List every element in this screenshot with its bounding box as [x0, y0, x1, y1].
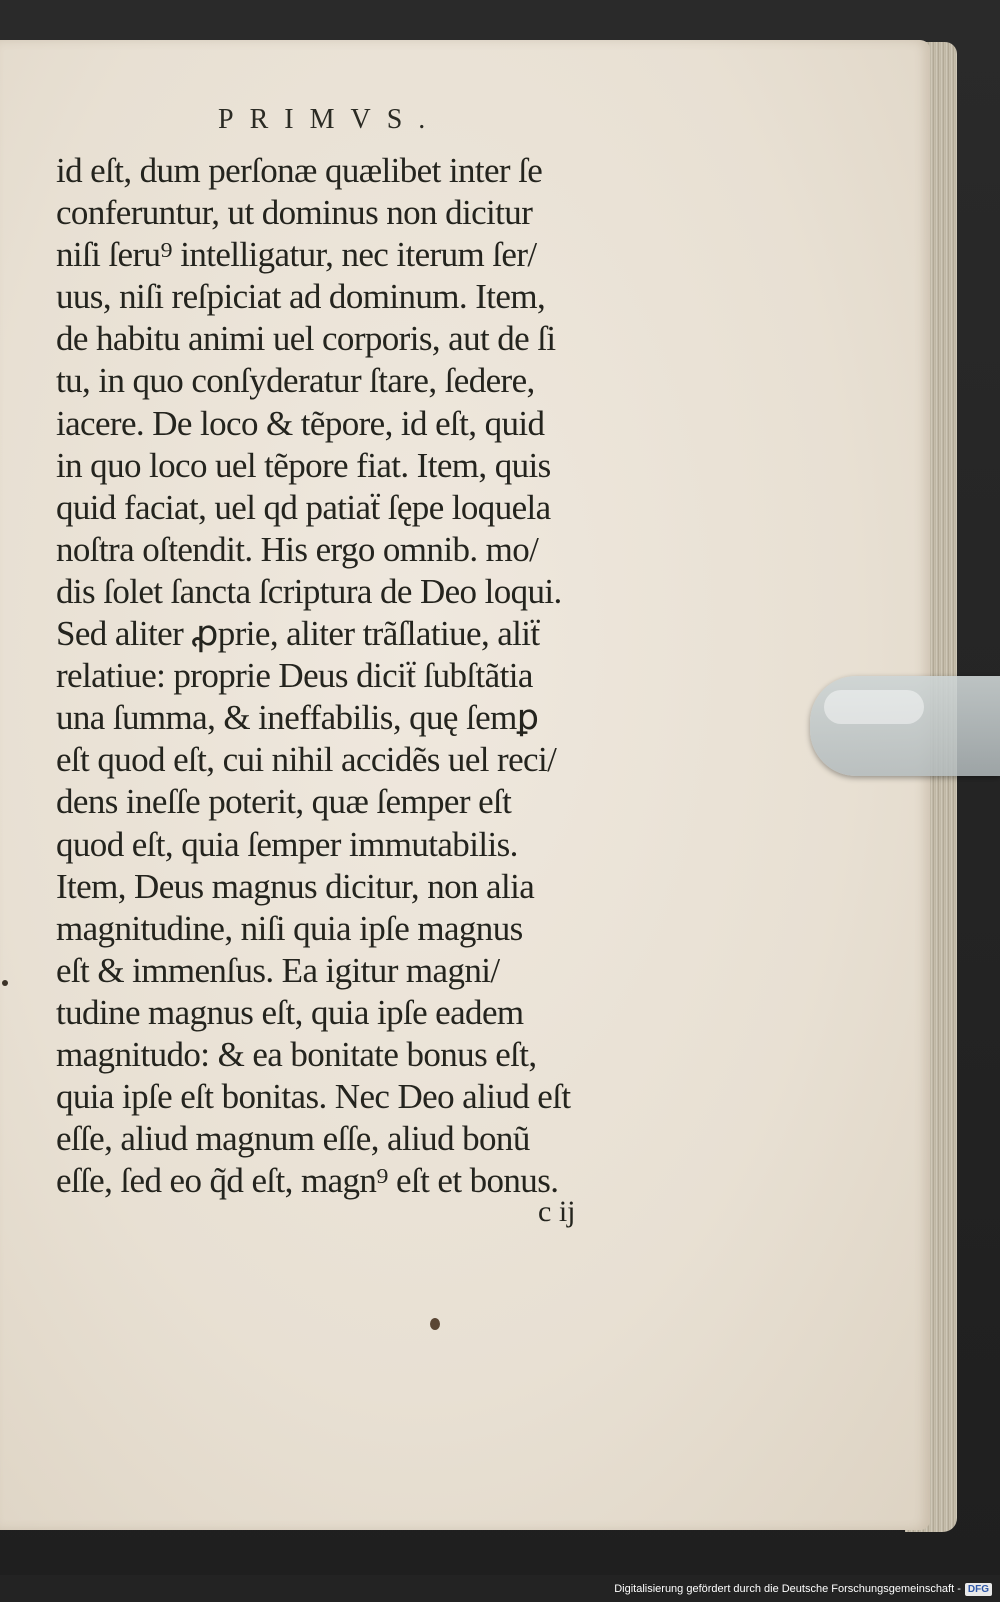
body-text	[56, 150, 676, 1202]
text-line-24: eſſe, aliud magnum eſſe, aliud bonũ	[56, 1119, 530, 1159]
text-line-19: magnitudine, niſi quia ipſe magnus	[56, 908, 523, 948]
text-line-10: noſtra oſtendit. His ergo omnib. mo/	[56, 529, 539, 569]
text-line-7: iacere. De loco & tẽpore, id eſt, quid	[56, 403, 545, 443]
text-line-21: tudine magnus eſt, quia ipſe eadem	[56, 992, 524, 1032]
text-line-15: eſt quod eſt, cui nihil accidẽs uel reci/	[56, 740, 557, 780]
text-line-12: Sed aliter ꝓprie, aliter trãſlatiue, aliẗ	[56, 614, 540, 654]
footer-credit-text: Digitalisierung gefördert durch die Deutsche Forschungsgemeinschaft -	[614, 1583, 961, 1595]
signature-mark: c ij	[538, 1195, 576, 1228]
text-line-1: id eſt, dum perſonæ quælibet inter ſe	[56, 151, 543, 190]
text-line-9: quid faciat, uel qd patiaẗ ſępe loquela	[56, 487, 551, 527]
text-line-8: in quo loco uel tẽpore fiat. Item, quis	[56, 445, 551, 485]
text-line-3: niſi ſeru⁹ intelligatur, nec iterum ſer/	[56, 235, 537, 275]
ink-dot	[2, 980, 8, 986]
text-line-16: dens ineſſe poterit, quæ ſemper eſt	[56, 782, 512, 822]
ink-spot	[430, 1318, 440, 1330]
text-line-22: magnitudo: & ea bonitate bonus eſt,	[56, 1034, 537, 1074]
text-line-5: de habitu animi uel corporis, aut de ſi	[56, 319, 556, 359]
text-line-23: quia ipſe eſt bonitas. Nec Deo aliud eſt	[56, 1077, 571, 1117]
footer-credit-bar	[614, 1580, 992, 1598]
text-line-11: dis ſolet ſancta ſcriptura de Deo loqui.	[56, 571, 562, 611]
text-line-13: relatiue: proprie Deus diciẗ ſubſtãtia	[56, 656, 533, 696]
clip-highlight	[824, 690, 924, 724]
text-line-14: una ſumma, & ineffabilis, quę ſemꝑ	[56, 698, 539, 738]
dfg-logo-icon: DFG	[965, 1583, 992, 1596]
text-line-18: Item, Deus magnus dicitur, non alia	[56, 866, 535, 906]
text-line-6: tu, in quo conſyderatur ſtare, ſedere,	[56, 361, 535, 401]
text-line-17: quod eſt, quia ſemper immutabilis.	[56, 824, 518, 864]
running-head: PRIMVS.	[218, 104, 442, 135]
text-line-4: uus, niſi reſpiciat ad dominum. Item,	[56, 277, 546, 317]
text-line-25: eſſe, ſed eo q̃d eſt, magn⁹ eſt et bonus.	[56, 1161, 559, 1201]
text-line-20: eſt & immenſus. Ea igitur magni/	[56, 950, 500, 990]
text-line-2: conferuntur, ut dominus non dicitur	[56, 193, 533, 233]
